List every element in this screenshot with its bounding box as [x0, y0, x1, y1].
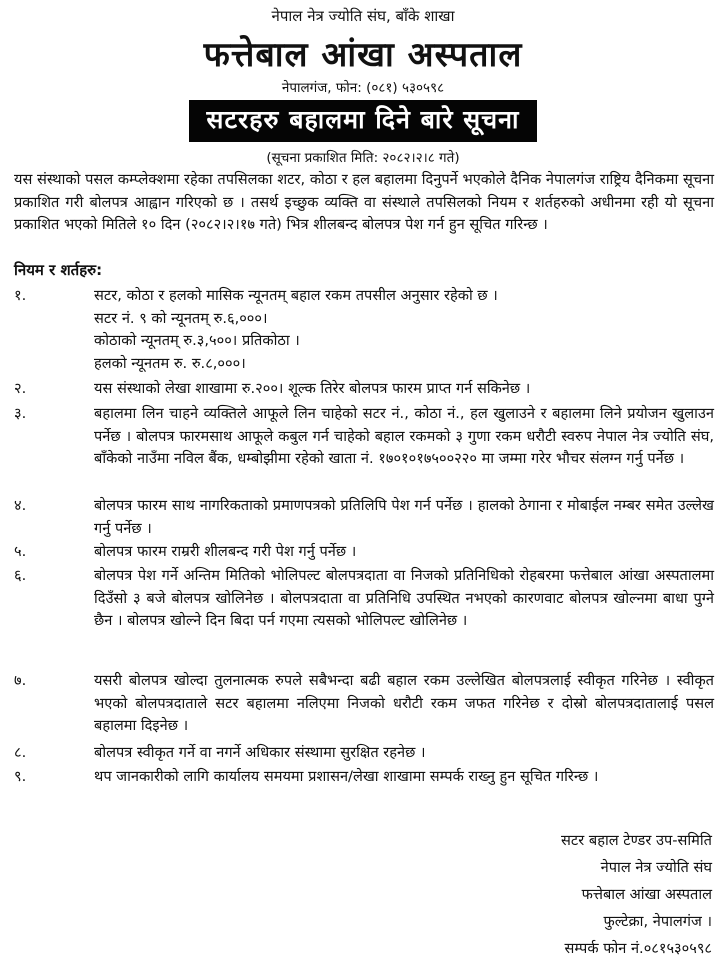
rent-hall: हलको न्यूनतम रु. रु.८,०००।	[94, 354, 246, 372]
condition-text: यसरी बोलपत्र खोल्दा तुलनात्मक रुपले सबैभन्दा बढी बहाल रकम उल्लेखित बोलपत्रलाई स्वीकृत गरिनेछ । स्वीकृत भएको बोलपत्रदाताले सटर बहालमा नलिएमा निजको धरौटी रकम जफत गरिनेछ र दोस्रो बोलपत्रदातालाई पसल बहालमा दिइनेछ ।	[94, 672, 714, 734]
condition-text: बोलपत्र फारम साथ नागरिकताको प्रमाणपत्रको प्रतिलिपि पेश गर्न पर्नेछ । हालको ठेगाना र मोबाईल नम्बर समेत उल्लेख गर्नु पर्नेछ ।	[94, 497, 714, 537]
signature-committee: सटर बहाल टेण्डर उप-समिति	[561, 832, 712, 849]
notice-title-banner	[0, 100, 726, 142]
condition-text: यस संस्थाको लेखा शाखामा रु.२००। शूल्क तिरेर बोलपत्र फारम प्राप्त गर्न सकिनेछ ।	[94, 380, 531, 397]
organization-name: नेपाल नेत्र ज्योति संघ, बाँके शाखा	[271, 7, 455, 25]
condition-text: बोलपत्र स्वीकृत गर्ने वा नगर्ने अधिकार संस्थामा सुरक्षित रहनेछ ।	[94, 744, 426, 761]
condition-item-9	[14, 766, 714, 789]
condition-item-2	[14, 378, 714, 401]
condition-text: थप जानकारीको लागि कार्यालय समयमा प्रशासन/लेखा शाखामा सम्पर्क राख्नु हुन सूचित गरिन्छ ।	[94, 768, 599, 785]
rent-shutter: सटर नं. ९ को न्यूनतम् रु.६,०००।	[94, 309, 268, 327]
condition-text: बोलपत्र पेश गर्ने अन्तिम मितिको भोलिपल्ट बोलपत्रदाता वा निजको प्रतिनिधिको रोहबरमा फत्तेबाल आंखा अस्पतालमा दिउँसो ३ बजे बोलपत्र खोलिनेछ । बोलपत्रदाता वा प्रतिनिधि उपस्थित नभएको कारणवाट बोलपत्र खोल्नमा बाधा पुग्ने छैन । बोलपत्र खोल्ने दिन बिदा पर्न गएमा त्यसको भोलिपल्ट खोलिनेछ ।	[94, 567, 714, 629]
condition-number: ३.	[14, 405, 27, 422]
condition-number: २.	[14, 380, 27, 397]
signature-hospital: फत्तेबाल आंखा अस्पताल	[581, 886, 712, 903]
condition-item-3	[14, 403, 714, 471]
address-line: नेपालगंज, फोन: (०८१) ५३०५९८	[281, 80, 445, 96]
condition-item-7	[14, 670, 714, 738]
condition-number: ८.	[14, 744, 27, 761]
condition-number: ५.	[14, 543, 27, 560]
published-date: (सूचना प्रकाशित मिति: २०८२।२।८ गते)	[266, 150, 460, 166]
intro-paragraph: यस संस्थाको पसल कम्प्लेक्शमा रहेका तपसिलका शटर, कोठा र हल बहालमा दिनुपर्ने भएकोले दैनिक नेपालगंज राष्ट्रिय दैनिकमा सूचना प्रकाशित गरी बोलपत्र आह्वान गरिएको छ । तसर्थ इच्छुक व्यक्ति वा संस्थाले तपसिलको नियम र शर्तहरुको अधीनमा रही यो सूचना प्रकाशित भएको मितिले १० दिन (२०८२।२।१७ गते) भित्र शीलबन्द बोलपत्र पेश गर्न हुन सूचित गरिन्छ ।	[14, 171, 714, 233]
signature-contact: सम्पर्क फोन नं.०८१५३०५९८	[564, 940, 712, 957]
signature-location: फुल्टेक्रा, नेपालगंज ।	[603, 913, 712, 930]
condition-item-5	[14, 541, 714, 564]
condition-number: ६.	[14, 567, 27, 584]
condition-text: बोलपत्र फारम राम्ररी शीलबन्द गरी पेश गर्नु पर्नेछ ।	[94, 543, 357, 560]
condition-item-4	[14, 495, 714, 540]
condition-number: ९.	[14, 768, 27, 785]
notice-title: सटरहरु बहालमा दिने बारे सूचना	[189, 100, 538, 142]
signature-organization: नेपाल नेत्र ज्योति संघ	[600, 859, 712, 876]
signature-block	[561, 827, 712, 962]
condition-item-8	[14, 742, 714, 765]
condition-text: बहालमा लिन चाहने व्यक्तिले आफूले लिन चाहेको सटर नं., कोठा नं., हल खुलाउने र बहालमा लिने प्रयोजन खुलाउन पर्नेछ । बोलपत्र फारमसाथ आफूले कबुल गर्न चाहेको बहाल रकमको ३ गुणा रकम धरौटी स्वरुप नेपाल नेत्र ज्योति संघ, बाँकेको नाउँमा नविल बैंक, धम्बोझीमा रहेको खाता नं. १७०१०१७५००२२० मा जम्मा गरेर भौचर संलग्न गर्नु पर्नेछ ।	[94, 405, 714, 467]
hospital-name: फत्तेबाल आंखा अस्पताल	[203, 35, 523, 75]
conditions-heading: नियम र शर्तहरु:	[14, 261, 103, 279]
condition-text: सटर, कोठा र हलको मासिक न्यूनतम् बहाल रकम तपसील अनुसार रहेको छ ।	[94, 287, 498, 304]
condition-item-6	[14, 565, 714, 633]
condition-item-1	[14, 285, 714, 375]
condition-number: १.	[14, 287, 27, 304]
condition-number: ४.	[14, 497, 27, 514]
rent-room: कोठाको न्यूनतम् रु.३,५००। प्रतिकोठा ।	[94, 332, 300, 349]
condition-number: ७.	[14, 672, 27, 689]
